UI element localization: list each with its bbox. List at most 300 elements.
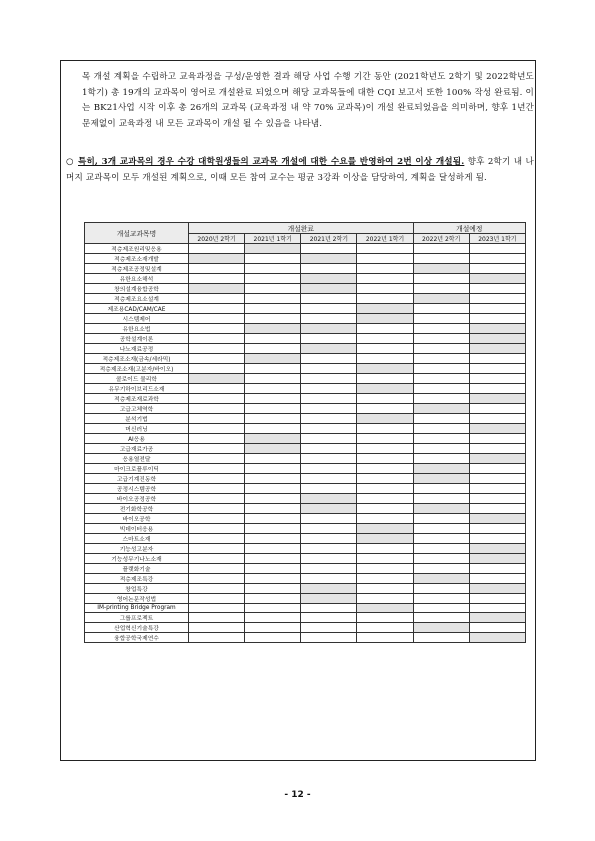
empty-cell	[301, 394, 357, 404]
empty-cell	[357, 354, 413, 364]
empty-cell	[301, 334, 357, 344]
table-row	[85, 324, 526, 334]
empty-cell	[469, 484, 525, 494]
scheduled-cell	[469, 612, 525, 622]
course-name-cell: 창의설계융합공학	[85, 284, 189, 294]
scheduled-cell	[357, 314, 413, 324]
scheduled-cell	[245, 354, 301, 364]
table-row	[85, 434, 526, 444]
empty-cell	[357, 622, 413, 632]
empty-cell	[413, 254, 469, 264]
empty-cell	[357, 424, 413, 434]
empty-cell	[413, 344, 469, 354]
empty-cell	[413, 364, 469, 374]
empty-cell	[189, 344, 245, 354]
empty-cell	[357, 612, 413, 622]
semester-header: 2021년 1학기	[245, 234, 301, 244]
empty-cell	[245, 544, 301, 554]
empty-cell	[469, 574, 525, 584]
empty-cell	[413, 604, 469, 613]
empty-cell	[469, 494, 525, 504]
scheduled-cell	[413, 474, 469, 484]
empty-cell	[469, 264, 525, 274]
empty-cell	[189, 564, 245, 574]
scheduled-cell	[413, 294, 469, 304]
empty-cell	[189, 414, 245, 424]
scheduled-cell	[301, 254, 357, 264]
empty-cell	[245, 622, 301, 632]
empty-cell	[357, 344, 413, 354]
course-name-cell: 바이오공학	[85, 514, 189, 524]
empty-cell	[189, 364, 245, 374]
semester-header: 2022년 2학기	[413, 234, 469, 244]
table-row	[85, 374, 526, 384]
empty-cell	[357, 264, 413, 274]
empty-cell	[469, 434, 525, 444]
empty-cell	[189, 622, 245, 632]
empty-cell	[301, 434, 357, 444]
course-name-cell: 창업특강	[85, 584, 189, 594]
scheduled-cell	[413, 574, 469, 584]
empty-cell	[245, 632, 301, 642]
empty-cell	[301, 384, 357, 394]
empty-cell	[245, 584, 301, 594]
empty-cell	[469, 474, 525, 484]
empty-cell	[413, 424, 469, 434]
empty-cell	[469, 314, 525, 324]
empty-cell	[245, 554, 301, 564]
course-name-cell: 고급기계진동학	[85, 474, 189, 484]
scheduled-cell	[301, 274, 357, 284]
scheduled-cell	[413, 264, 469, 274]
empty-cell	[301, 304, 357, 314]
scheduled-cell	[413, 504, 469, 514]
scheduled-cell	[245, 444, 301, 454]
scheduled-cell	[301, 594, 357, 604]
empty-cell	[189, 314, 245, 324]
empty-cell	[413, 594, 469, 604]
empty-cell	[413, 414, 469, 424]
empty-cell	[189, 244, 245, 254]
empty-cell	[413, 244, 469, 254]
course-name-cell: 나노재료공정	[85, 344, 189, 354]
table-row	[85, 354, 526, 364]
scheduled-cell	[413, 622, 469, 632]
empty-cell	[301, 354, 357, 364]
empty-cell	[301, 604, 357, 613]
table-row	[85, 444, 526, 454]
empty-cell	[357, 444, 413, 454]
table-body	[85, 244, 526, 643]
table-row	[85, 494, 526, 504]
empty-cell	[357, 244, 413, 254]
empty-cell	[189, 434, 245, 444]
empty-cell	[413, 354, 469, 364]
course-name-cell: 적층제조재료과학	[85, 394, 189, 404]
course-name-cell: 적층제조소재개발	[85, 254, 189, 264]
table-row	[85, 564, 526, 574]
course-name-cell: 제조용CAD/CAM/CAE	[85, 304, 189, 314]
course-name-cell: 기능성고분자	[85, 544, 189, 554]
empty-cell	[413, 334, 469, 344]
empty-cell	[413, 384, 469, 394]
scheduled-cell	[469, 632, 525, 642]
empty-cell	[189, 494, 245, 504]
table-row	[85, 364, 526, 374]
empty-cell	[357, 374, 413, 384]
empty-cell	[413, 304, 469, 314]
empty-cell	[469, 604, 525, 613]
empty-cell	[469, 384, 525, 394]
empty-cell	[189, 464, 245, 474]
empty-cell	[301, 554, 357, 564]
empty-cell	[301, 444, 357, 454]
scheduled-cell	[245, 434, 301, 444]
empty-cell	[413, 544, 469, 554]
empty-cell	[301, 464, 357, 474]
table-row	[85, 484, 526, 494]
empty-cell	[357, 494, 413, 504]
course-name-cell: 머신러닝	[85, 424, 189, 434]
empty-cell	[413, 612, 469, 622]
course-name-cell: 빅데이터응용	[85, 524, 189, 534]
table-row	[85, 334, 526, 344]
course-name-cell: 분석기법	[85, 414, 189, 424]
empty-cell	[189, 334, 245, 344]
scheduled-cell	[301, 344, 357, 354]
empty-cell	[189, 504, 245, 514]
empty-cell	[245, 612, 301, 622]
empty-cell	[189, 404, 245, 414]
empty-cell	[357, 464, 413, 474]
empty-cell	[357, 544, 413, 554]
course-name-cell: 스마트소재	[85, 534, 189, 544]
empty-cell	[301, 244, 357, 254]
empty-cell	[357, 454, 413, 464]
empty-cell	[301, 514, 357, 524]
empty-cell	[245, 504, 301, 514]
empty-cell	[469, 534, 525, 544]
empty-cell	[245, 374, 301, 384]
scheduled-cell	[413, 404, 469, 414]
scheduled-cell	[301, 494, 357, 504]
empty-cell	[357, 434, 413, 444]
course-name-cell: 영어논문작성법	[85, 594, 189, 604]
course-name-cell: IM-printing Bridge Program	[85, 604, 189, 613]
table-row	[85, 524, 526, 534]
empty-cell	[413, 374, 469, 384]
empty-cell	[189, 264, 245, 274]
empty-cell	[245, 294, 301, 304]
table-row	[85, 404, 526, 414]
table-row	[85, 454, 526, 464]
empty-cell	[301, 574, 357, 584]
empty-cell	[189, 354, 245, 364]
empty-cell	[245, 284, 301, 294]
table-row	[85, 344, 526, 354]
empty-cell	[245, 274, 301, 284]
table-row	[85, 544, 526, 554]
empty-cell	[301, 564, 357, 574]
scheduled-cell	[301, 504, 357, 514]
scheduled-cell	[301, 584, 357, 594]
table-row	[85, 304, 526, 314]
page-number: - 12 -	[284, 790, 311, 800]
table-row	[85, 314, 526, 324]
header-course-name: 개설교과목명	[85, 223, 189, 244]
empty-cell	[413, 324, 469, 334]
empty-cell	[413, 554, 469, 564]
header-planned: 개설예정	[413, 223, 525, 234]
empty-cell	[245, 394, 301, 404]
table-row	[85, 574, 526, 584]
empty-cell	[245, 404, 301, 414]
empty-cell	[189, 632, 245, 642]
empty-cell	[413, 484, 469, 494]
empty-cell	[189, 574, 245, 584]
empty-cell	[357, 484, 413, 494]
scheduled-cell	[357, 414, 413, 424]
table-row	[85, 622, 526, 632]
course-name-cell: 적층제조원리및응용	[85, 244, 189, 254]
empty-cell	[469, 524, 525, 534]
empty-cell	[189, 474, 245, 484]
empty-cell	[245, 384, 301, 394]
table-row	[85, 264, 526, 274]
empty-cell	[469, 304, 525, 314]
empty-cell	[189, 394, 245, 404]
course-name-cell: 응용열전달	[85, 454, 189, 464]
empty-cell	[469, 354, 525, 364]
empty-cell	[413, 514, 469, 524]
empty-cell	[469, 594, 525, 604]
course-schedule-table	[84, 222, 526, 643]
empty-cell	[301, 622, 357, 632]
empty-cell	[413, 274, 469, 284]
course-name-cell: 그룹프로젝트	[85, 612, 189, 622]
scheduled-cell	[357, 304, 413, 314]
course-name-cell: 기능성무기나노소재	[85, 554, 189, 564]
empty-cell	[301, 314, 357, 324]
empty-cell	[413, 454, 469, 464]
table-row	[85, 604, 526, 613]
table-row	[85, 274, 526, 284]
table-row	[85, 554, 526, 564]
table-row	[85, 534, 526, 544]
course-name-cell: 유한요소해석	[85, 274, 189, 284]
header-completed: 개설완료	[189, 223, 414, 234]
scheduled-cell	[357, 604, 413, 613]
empty-cell	[301, 364, 357, 374]
course-name-cell: 적층제조공정및설계	[85, 264, 189, 274]
empty-cell	[189, 534, 245, 544]
empty-cell	[245, 454, 301, 464]
emphasis-text: 특히, 3개 교과목의 경우 수강 대학원생들의 교과목 개설에 대한 수요를 반영하여 2번 이상 개설됨.	[78, 157, 465, 167]
empty-cell	[189, 604, 245, 613]
empty-cell	[189, 444, 245, 454]
empty-cell	[189, 544, 245, 554]
empty-cell	[301, 294, 357, 304]
empty-cell	[357, 254, 413, 264]
empty-cell	[357, 394, 413, 404]
empty-cell	[357, 564, 413, 574]
empty-cell	[189, 294, 245, 304]
empty-cell	[189, 324, 245, 334]
scheduled-cell	[245, 244, 301, 254]
course-name-cell: 고급고체역학	[85, 404, 189, 414]
empty-cell	[469, 444, 525, 454]
empty-cell	[469, 244, 525, 254]
course-name-cell: 전기화학공학	[85, 504, 189, 514]
empty-cell	[357, 294, 413, 304]
scheduled-cell	[469, 424, 525, 434]
scheduled-cell	[189, 254, 245, 264]
semester-header: 2021년 2학기	[301, 234, 357, 244]
empty-cell	[301, 612, 357, 622]
empty-cell	[413, 524, 469, 534]
empty-cell	[245, 604, 301, 613]
table-row	[85, 294, 526, 304]
empty-cell	[245, 334, 301, 344]
empty-cell	[189, 524, 245, 534]
course-name-cell: 적층제조요소설계	[85, 294, 189, 304]
empty-cell	[357, 554, 413, 564]
scheduled-cell	[469, 324, 525, 334]
scheduled-cell	[301, 324, 357, 334]
empty-cell	[413, 584, 469, 594]
scheduled-cell	[469, 554, 525, 564]
empty-cell	[469, 404, 525, 414]
course-name-cell: 마이크로플루이딕	[85, 464, 189, 474]
course-name-cell: 적층제조소재(금속/세라믹)	[85, 354, 189, 364]
empty-cell	[301, 374, 357, 384]
course-name-cell: 적층제조특강	[85, 574, 189, 584]
course-name-cell: 바이오공정공학	[85, 494, 189, 504]
scheduled-cell	[357, 524, 413, 534]
empty-cell	[245, 574, 301, 584]
empty-cell	[469, 294, 525, 304]
empty-cell	[189, 274, 245, 284]
course-name-cell: 유한요소법	[85, 324, 189, 334]
empty-cell	[469, 504, 525, 514]
empty-cell	[413, 434, 469, 444]
empty-cell	[357, 632, 413, 642]
scheduled-cell	[469, 514, 525, 524]
empty-cell	[245, 424, 301, 434]
empty-cell	[469, 414, 525, 424]
course-name-cell: 공정시스템공학	[85, 484, 189, 494]
empty-cell	[245, 564, 301, 574]
scheduled-cell	[413, 464, 469, 474]
scheduled-cell	[301, 284, 357, 294]
empty-cell	[413, 632, 469, 642]
scheduled-cell	[357, 384, 413, 394]
empty-cell	[301, 534, 357, 544]
table-row	[85, 612, 526, 622]
empty-cell	[301, 454, 357, 464]
semester-header: 2022년 1학기	[357, 234, 413, 244]
empty-cell	[357, 324, 413, 334]
table-row	[85, 474, 526, 484]
empty-cell	[189, 594, 245, 604]
course-name-cell: 적층제조소재(고분자/바이오)	[85, 364, 189, 374]
course-name-cell: 고급재료가공	[85, 444, 189, 454]
course-name-cell: 콜로이드 물리학	[85, 374, 189, 384]
empty-cell	[245, 594, 301, 604]
empty-cell	[301, 474, 357, 484]
empty-cell	[245, 464, 301, 474]
empty-cell	[245, 314, 301, 324]
empty-cell	[189, 424, 245, 434]
empty-cell	[245, 524, 301, 534]
empty-cell	[301, 264, 357, 274]
empty-cell	[357, 584, 413, 594]
empty-cell	[245, 514, 301, 524]
scheduled-cell	[469, 334, 525, 344]
scheduled-cell	[469, 454, 525, 464]
empty-cell	[189, 584, 245, 594]
empty-cell	[301, 424, 357, 434]
empty-cell	[301, 484, 357, 494]
scheduled-cell	[469, 274, 525, 284]
course-name-cell: AI응용	[85, 434, 189, 444]
scheduled-cell	[189, 284, 245, 294]
table-row	[85, 594, 526, 604]
empty-cell	[413, 314, 469, 324]
semester-header: 2020년 2학기	[189, 234, 245, 244]
empty-cell	[413, 534, 469, 544]
empty-cell	[245, 364, 301, 374]
empty-cell	[469, 254, 525, 264]
scheduled-cell	[189, 374, 245, 384]
empty-cell	[245, 494, 301, 504]
table-row	[85, 284, 526, 294]
scheduled-cell	[245, 324, 301, 334]
scheduled-cell	[357, 364, 413, 374]
empty-cell	[357, 404, 413, 414]
empty-cell	[189, 454, 245, 464]
bullet-circle: ○	[66, 157, 74, 167]
empty-cell	[357, 504, 413, 514]
empty-cell	[357, 514, 413, 524]
table-row	[85, 384, 526, 394]
scheduled-cell	[469, 394, 525, 404]
empty-cell	[357, 334, 413, 344]
empty-cell	[301, 404, 357, 414]
table-row	[85, 414, 526, 424]
empty-cell	[413, 284, 469, 294]
paragraph-text: 향후 2학기 내 나머지 교과목이 모두 개설된 계획으로, 이때 모든 참여 교수는 평균 3강좌 이상을 담당하여, 계획을 달성하게 됨.	[66, 157, 534, 183]
empty-cell	[301, 544, 357, 554]
empty-cell	[357, 284, 413, 294]
course-name-cell: 유무기하이브리드소재	[85, 384, 189, 394]
empty-cell	[245, 304, 301, 314]
course-name-cell: 융합공학국제연수	[85, 632, 189, 642]
scheduled-cell	[357, 534, 413, 544]
table-row	[85, 514, 526, 524]
empty-cell	[301, 524, 357, 534]
empty-cell	[413, 564, 469, 574]
table-row	[85, 632, 526, 642]
empty-cell	[469, 284, 525, 294]
empty-cell	[245, 344, 301, 354]
empty-cell	[301, 632, 357, 642]
empty-cell	[469, 622, 525, 632]
table-row	[85, 584, 526, 594]
scheduled-cell	[469, 584, 525, 594]
empty-cell	[245, 264, 301, 274]
body-paragraph-1: 목 개설 계획을 수립하고 교육과정을 구성/운영한 결과 해당 사업 수행 기간 동안 (2021학년도 2학기 및 2022학년도 1학기) 총 19개의 교과목이 영어로 개설완료 되었으며 해당 교과목들에 대한 CQI 보고서 또한 100% 작성 완료됨. 이는 BK21사업 시작 이후 총 26개의 교과목 (교육과정 내 약 70% 교과목)이 개설 완료되었음을 의미하며, 향후 1년간 문제없이 교육과정 내 모든 교과목이 개설 될 수 있음을 나타냄.	[82, 72, 534, 129]
